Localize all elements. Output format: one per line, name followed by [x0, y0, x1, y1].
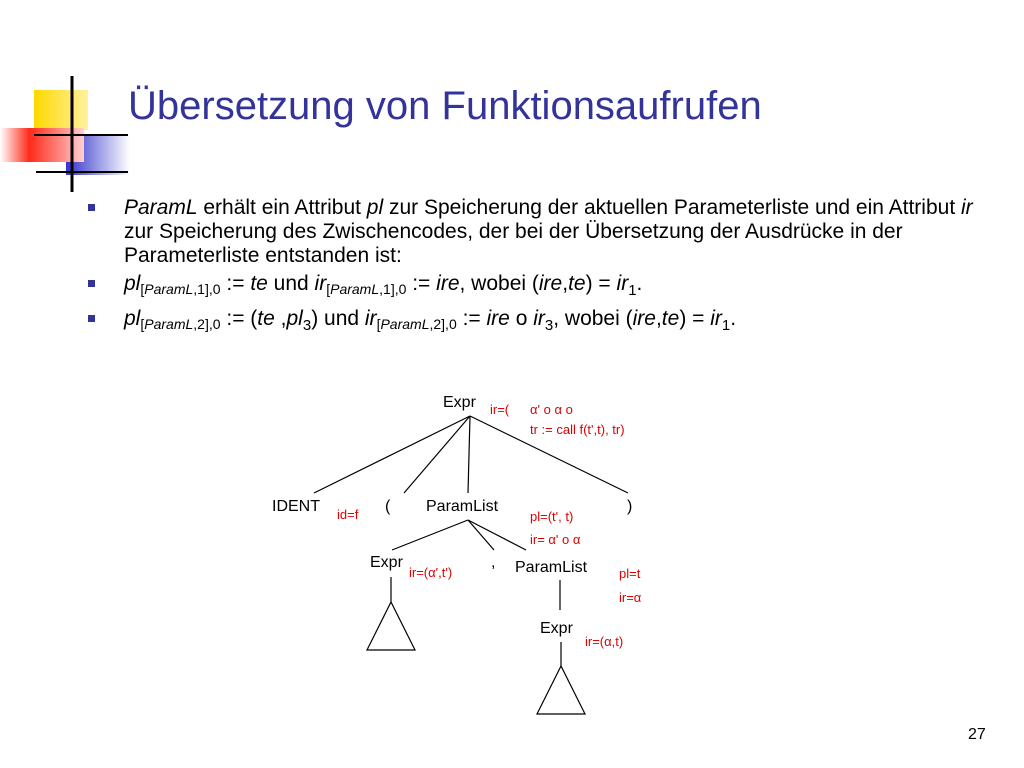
- bullet-text: pl: [366, 196, 384, 219]
- formula-text: :=: [220, 272, 251, 295]
- annotation-paramlist-pl: pl=(t', t): [530, 509, 574, 524]
- annotation-paramlist-ir: ir= α' ο α: [530, 532, 581, 547]
- edge-expr-ident: [314, 416, 470, 493]
- formula-text: , wobei (: [459, 272, 539, 295]
- formula-text: ir: [364, 307, 377, 330]
- annotation-paramlist2-ir: ir=α: [619, 590, 642, 605]
- node-lparen: (: [385, 498, 391, 515]
- bullet-text: erhält ein Attribut: [197, 196, 367, 219]
- formula-text: ,: [274, 307, 287, 330]
- annotation-expr-bottom-ir: ir=(α,t): [585, 634, 624, 649]
- edge-paramlist-paramlist: [468, 520, 526, 550]
- formula-subscript: [ParamL,1],0: [326, 281, 407, 297]
- formula-text: , wobei (: [553, 307, 633, 330]
- node-paramlist-2: ParamList: [515, 559, 588, 576]
- bullet-text: zur Speicherung der aktuellen Parameterliste und ein Attribut: [383, 196, 961, 219]
- annotation-root-ir-expr: α' ο α ο: [530, 402, 573, 417]
- slide-title: Übersetzung von Funktionsaufrufen: [128, 84, 762, 128]
- formula-text: ir: [616, 272, 629, 295]
- formula-subscript: [ParamL,1],0: [140, 281, 221, 297]
- node-rparen: ): [627, 498, 633, 515]
- formula-text: .: [636, 272, 643, 295]
- node-paramlist: ParamList: [426, 498, 499, 515]
- formula-text: te: [250, 272, 268, 295]
- formula-text: ir: [314, 272, 327, 295]
- formula-text: .: [730, 307, 737, 330]
- formula-text: ire: [632, 307, 656, 330]
- bullet-text: ir: [960, 196, 973, 219]
- annotation-root-tr: tr := call f(t',t), tr): [530, 422, 625, 437]
- edge-paramlist-comma: [468, 520, 494, 550]
- formula-subscript: 1: [628, 282, 637, 299]
- formula-text: ir: [533, 307, 545, 330]
- formula-text: ) =: [679, 307, 711, 330]
- formula-text: pl: [124, 272, 141, 295]
- formula-subscript: [ParamL,2],0: [140, 316, 221, 332]
- formula-text: ) =: [585, 272, 617, 295]
- bullet-text: ParamL: [124, 196, 198, 219]
- formula-text: :=: [406, 272, 437, 295]
- formula-text: :=: [456, 307, 487, 330]
- formula-subscript: 3: [302, 317, 312, 334]
- edge-expr-lparen: [404, 416, 470, 493]
- annotation-root-ir: ir=(: [490, 402, 510, 417]
- page-number: 27: [968, 726, 986, 743]
- formula-text: und: [267, 272, 315, 295]
- bullet-text: zur Speicherung des Zwischencodes, der bei der Übersetzung der Ausdrücke in der Parameterliste entstanden ist:: [124, 220, 903, 267]
- formula-subscript: 1: [721, 317, 731, 334]
- formula-text: pl: [286, 307, 303, 330]
- formula-text: ir: [710, 307, 722, 330]
- formula-text: ,: [562, 272, 569, 295]
- formula-text: ire: [538, 272, 563, 295]
- formula-text: pl: [124, 307, 141, 330]
- annotation-expr-left-ir: ir=(α',t'): [409, 565, 453, 580]
- formula-text: ire: [486, 307, 510, 330]
- node-expr-left: Expr: [370, 554, 403, 571]
- node-comma: ,: [491, 554, 496, 571]
- node-ident: IDENT: [272, 498, 320, 515]
- formula-text: te: [257, 307, 275, 330]
- formula-text: ,: [655, 307, 662, 330]
- formula-text: ) und: [311, 307, 365, 330]
- node-expr-root: Expr: [443, 394, 476, 411]
- formula-text: ο: [509, 307, 534, 330]
- formula-text: te: [568, 272, 586, 295]
- edge-paramlist-expr: [392, 520, 468, 550]
- annotation-ident-id: id=f: [337, 507, 359, 522]
- node-expr-bottom: Expr: [540, 620, 573, 637]
- formula-text: := (: [220, 307, 258, 330]
- edge-expr-paramlist: [468, 416, 470, 493]
- subtree-triangle-bottom: [537, 666, 585, 714]
- formula-text: te: [661, 307, 680, 330]
- subtree-triangle-left: [367, 602, 415, 650]
- annotation-paramlist2-pl: pl=t: [619, 566, 641, 581]
- formula-text: ire: [436, 272, 460, 295]
- formula-subscript: [ParamL,2],0: [376, 316, 457, 332]
- formula-subscript: 3: [544, 317, 554, 334]
